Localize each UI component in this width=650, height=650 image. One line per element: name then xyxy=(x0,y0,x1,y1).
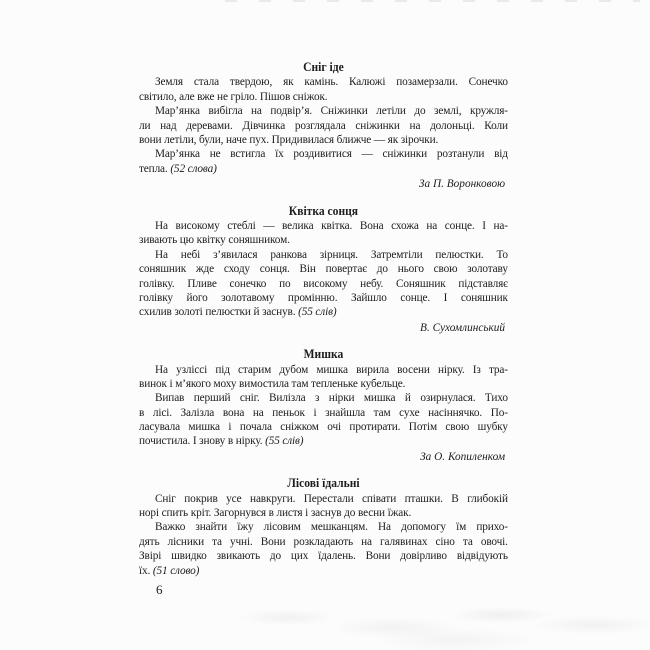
text-line: На узліссі під старим дубом мишка вирила восени нірку. Із тра- xyxy=(154,361,508,376)
attribution: За О. Копиленком xyxy=(420,448,506,463)
text-line: зивають цю квітку соняшником. xyxy=(139,232,290,247)
text-line: ласувала мишка і почала сніжком очі протирати. Потім свою шубку xyxy=(139,419,508,434)
section-title: Лісові їдальні xyxy=(287,476,360,491)
text-line: Мар’янка вибігла на подвір’я. Сніжинки летіли до землі, кружля- xyxy=(154,103,508,118)
attribution: За П. Воронковою xyxy=(418,176,506,191)
text-line: світило, але вже не гріло. Пішов сніжок. xyxy=(139,88,328,103)
text-line-text: почистила. І знову в нірку. xyxy=(139,433,263,448)
text-line: в лісі. Залізла вона на пеньок і знайшла там сухе насіннячко. По- xyxy=(139,404,508,419)
text-line: На небі з’явилася ранкова зірниця. Затремтіли пелюстки. То xyxy=(154,246,508,261)
attribution: В. Сухомлинський xyxy=(420,319,506,334)
word-count: (55 слів) xyxy=(298,304,337,319)
text-line: Земля стала твердою, як камінь. Калюжі позамерзали. Сонечко xyxy=(154,74,508,89)
text-line: голівку його золотавому промінню. Зайшло сонце. І соняшник xyxy=(139,289,508,304)
dictation-section xyxy=(139,347,508,463)
text-line-text: їх. xyxy=(139,562,151,577)
word-count: (51 слово) xyxy=(152,562,200,577)
text-line: винок і м’якого моху вимостила там тепленьке кубельце. xyxy=(139,375,406,390)
text-line xyxy=(139,304,508,318)
text-line: голівку. Пливе сонечко по високому небу. Соняшник підставляє xyxy=(139,275,508,290)
section-title: Квітка сонця xyxy=(288,203,359,218)
dictation-section xyxy=(139,60,508,191)
text-line xyxy=(139,433,508,447)
text-line: Сніг покрив усе навкруги. Перестали співати пташки. В глибокій xyxy=(154,490,508,505)
text-column xyxy=(139,60,508,590)
text-line: норі спить кріт. Загорнувся в листя і заснув до весни їжак. xyxy=(139,505,412,520)
word-count: (55 слів) xyxy=(265,433,304,448)
text-line: соняшник жде сходу сонця. Він повертає до нього свою золотаву xyxy=(139,261,508,276)
section-title: Сніг іде xyxy=(303,60,344,74)
text-line: дять лісники та учні. Вони розкладають на галявинах сіно та овочі. xyxy=(139,533,508,548)
dictation-section xyxy=(139,476,508,577)
text-line: вони летіли, були, наче пух. Придивилася ближче — як зірочки. xyxy=(139,131,439,146)
text-line: Випав перший сніг. Вилізла з нірки мишка й озирнулася. Тихо xyxy=(154,390,508,405)
text-line: Звірі швидко звикають до цих їдалень. Вони довірливо відвідують xyxy=(139,548,508,563)
scan-artifact-top-edge xyxy=(225,0,640,2)
page-number: 6 xyxy=(156,582,163,597)
text-line: Важко знайти їжу лісовим мешканцям. На допомогу їм прихо- xyxy=(154,519,508,534)
scan-noise-bottom xyxy=(185,600,650,650)
text-line-text: тепла. xyxy=(139,160,168,175)
text-line: Мар’янка не встигла їх роздивитися — сніжинки розтанули від xyxy=(154,146,508,161)
text-line xyxy=(139,563,508,577)
text-line: На високому стеблі — велика квітка. Вона схожа на сонце. І на- xyxy=(154,217,508,232)
word-count: (52 слова) xyxy=(170,160,217,175)
text-line-text: схилив золоті пелюстки й заснув. xyxy=(139,304,296,319)
dictation-section xyxy=(139,204,508,335)
text-line xyxy=(139,161,508,175)
text-line: ли над деревами. Дівчинка розглядала сніжинки на долоньці. Коли xyxy=(139,117,508,132)
section-title: Мишка xyxy=(303,347,344,362)
